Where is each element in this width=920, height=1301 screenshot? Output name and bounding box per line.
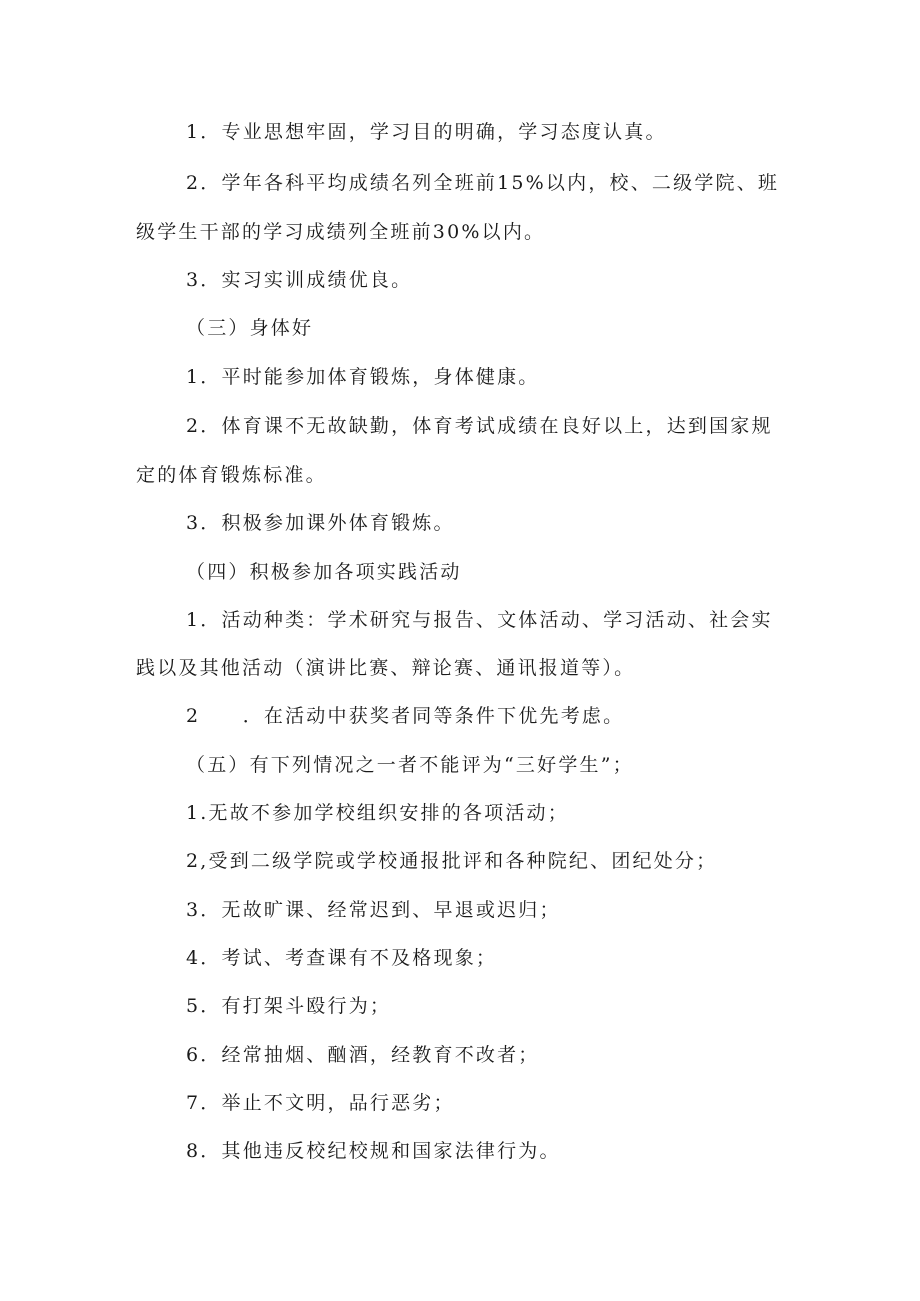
paragraph-line-16: 2,受到二级学院或学校通报批评和各种院纪、团纪处分； bbox=[186, 850, 718, 872]
paragraph-line-12: 践以及其他活动（演讲比赛、辩论赛、通讯报道等）。 bbox=[136, 657, 636, 679]
paragraph-line-17: 3．无故旷课、经常迟到、早退或迟归； bbox=[186, 899, 561, 921]
paragraph-line-8: 定的体育锻炼标准。 bbox=[136, 464, 327, 486]
section-heading-5: （五）有下列情况之一者不能评为“三好学生”； bbox=[186, 754, 634, 776]
paragraph-line-4: 3．实习实训成绩优良。 bbox=[186, 269, 413, 291]
paragraph-line-22: 8．其他违反校纪校规和国家法律行为。 bbox=[186, 1140, 561, 1162]
paragraph-line-3: 级学生干部的学习成绩列全班前30%以内。 bbox=[136, 221, 546, 243]
paragraph-line-19: 5．有打架斗殴行为； bbox=[186, 995, 392, 1017]
paragraph-line-20: 6．经常抽烟、酗酒，经教育不改者； bbox=[186, 1044, 540, 1066]
paragraph-line-18: 4．考试、考查课有不及格现象； bbox=[186, 947, 498, 969]
paragraph-line-9: 3．积极参加课外体育锻炼。 bbox=[186, 512, 455, 534]
paragraph-line-2: 2．学年各科平均成绩名列全班前15%以内，校、二级学院、班 bbox=[186, 172, 780, 194]
paragraph-line-11: 1．活动种类：学术研究与报告、文体活动、学习活动、社会实 bbox=[186, 609, 773, 631]
section-heading-3: （三）身体好 bbox=[186, 317, 314, 339]
paragraph-line-7: 2．体育课不无故缺勤，体育考试成绩在良好以上，达到国家规 bbox=[186, 415, 773, 437]
paragraph-line-1: 1．专业思想牢固，学习目的明确，学习态度认真。 bbox=[186, 121, 667, 143]
paragraph-line-6: 1．平时能参加体育锻炼，身体健康。 bbox=[186, 366, 540, 388]
section-heading-4: （四）积极参加各项实践活动 bbox=[186, 561, 462, 583]
paragraph-line-21: 7．举止不文明，品行恶劣； bbox=[186, 1092, 455, 1114]
paragraph-line-13: 2 ．在活动中获奖者同等条件下优先考虑。 bbox=[186, 705, 625, 727]
paragraph-line-15: 1.无故不参加学校组织安排的各项活动； bbox=[186, 802, 569, 824]
